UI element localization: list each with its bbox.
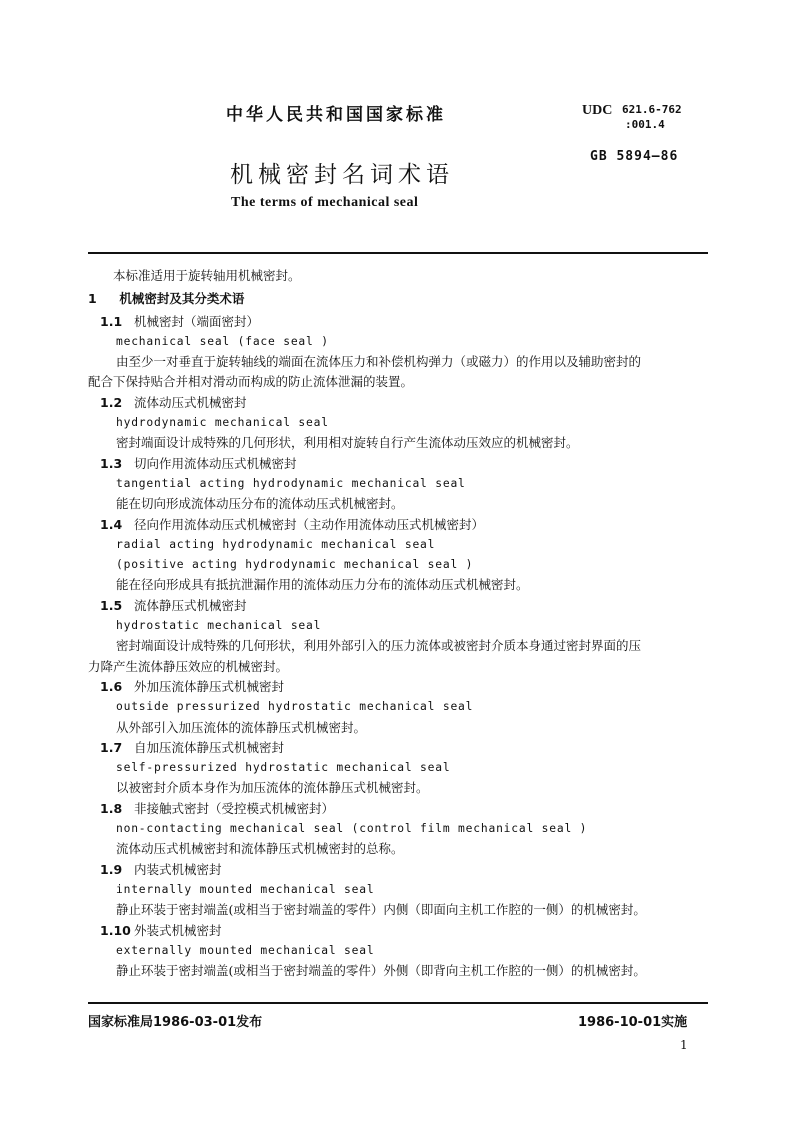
term-number: 1.1 — [100, 313, 123, 329]
term-number: 1.9 — [100, 861, 123, 877]
term-definition: 密封端面设计成特殊的几何形状，利用相对旋转自行产生流体动压效应的机械密封。 — [116, 435, 579, 451]
term-number: 1.5 — [100, 597, 123, 613]
term-name-cn: 流体动压式机械密封 — [134, 394, 247, 410]
term-number: 1.8 — [100, 800, 123, 816]
udc-label: UDC — [582, 103, 613, 118]
term-heading — [88, 596, 710, 616]
term-name-en: non-contacting mechanical seal (control film mechanical seal ) — [116, 822, 588, 836]
term-name-en: radial acting hydrodynamic mechanical seal — [116, 537, 436, 551]
effective-date: 1986-10-01实施 — [578, 1015, 688, 1030]
term-definition: 能在径向形成具有抵抗泄漏作用的流体动压力分布的流体动压式机械密封。 — [116, 577, 529, 593]
term-number: 1.10 — [100, 922, 131, 938]
issuing-country-header: 中华人民共和国国家标准 — [226, 105, 446, 125]
term-definition-continued: 力降产生流体静压效应的机械密封。 — [88, 658, 289, 674]
term-heading — [88, 454, 710, 474]
term-name-en: hydrostatic mechanical seal — [116, 619, 322, 633]
term-number: 1.7 — [100, 739, 123, 755]
term-name-cn: 切向作用流体动压式机械密封 — [134, 455, 297, 471]
document-title-en: The terms of mechanical seal — [231, 195, 419, 210]
term-name-en: (positive acting hydrodynamic mechanical seal ) — [116, 558, 474, 572]
term-heading — [88, 799, 710, 819]
udc-code-line1: 621.6-762 — [622, 103, 682, 116]
term-heading — [88, 393, 710, 413]
term-number: 1.2 — [100, 394, 123, 410]
term-name-cn: 内装式机械密封 — [134, 861, 222, 877]
term-definition: 静止环装于密封端盖(或相当于密封端盖的零件）外侧（即背向主机工作腔的一侧）的机械密封。 — [116, 963, 646, 979]
term-name-en: tangential acting hydrodynamic mechanical seal — [116, 476, 466, 490]
term-heading — [88, 860, 710, 880]
term-definition: 由至少一对垂直于旋转轴线的端面在流体压力和补偿机构弹力（或磁力）的作用以及辅助密封的 — [116, 354, 642, 370]
term-name-cn: 外装式机械密封 — [134, 922, 222, 938]
term-name-cn: 径向作用流体动压式机械密封（主动作用流体动压式机械密封） — [134, 516, 485, 532]
term-name-cn: 外加压流体静压式机械密封 — [134, 678, 285, 694]
term-heading — [88, 677, 710, 697]
term-name-cn: 流体静压式机械密封 — [134, 597, 247, 613]
term-definition: 静止环装于密封端盖(或相当于密封端盖的零件）内侧（即面向主机工作腔的一侧）的机械密封。 — [116, 902, 646, 918]
term-number: 1.6 — [100, 678, 123, 694]
term-name-cn: 非接触式密封（受控模式机械密封） — [134, 800, 335, 816]
section-number: 1 — [88, 291, 97, 307]
document-body — [88, 266, 710, 981]
term-heading — [88, 921, 710, 941]
term-definition: 能在切向形成流体动压分布的流体动压式机械密封。 — [116, 496, 404, 512]
term-heading — [88, 312, 710, 332]
term-name-en: mechanical seal (face seal ) — [116, 334, 329, 348]
section-title: 机械密封及其分类术语 — [119, 291, 245, 307]
term-name-en: internally mounted mechanical seal — [116, 882, 375, 896]
term-definition-continued: 配合下保持贴合并相对滑动而构成的防止流体泄漏的装置。 — [88, 374, 414, 390]
term-definition: 从外部引入加压流体的流体静压式机械密封。 — [116, 719, 367, 735]
terms-list — [88, 312, 710, 982]
term-name-en: hydrodynamic mechanical seal — [116, 416, 329, 430]
term-number: 1.4 — [100, 516, 123, 532]
term-name-cn: 自加压流体静压式机械密封 — [134, 739, 285, 755]
term-heading — [88, 515, 710, 535]
term-heading — [88, 738, 710, 758]
term-number: 1.3 — [100, 455, 123, 471]
issue-date: 国家标准局1986-03-01发布 — [88, 1015, 263, 1030]
term-definition: 流体动压式机械密封和流体静压式机械密封的总称。 — [116, 841, 404, 857]
page-number: 1 — [680, 1038, 688, 1052]
document-title-cn: 机械密封名词术语 — [230, 162, 454, 188]
term-name-en: outside pressurized hydrostatic mechanical seal — [116, 700, 474, 714]
term-name-en: self-pressurized hydrostatic mechanical seal — [116, 761, 451, 775]
term-definition: 密封端面设计成特殊的几何形状，利用外部引入的压力流体或被密封介质本身通过密封界面的压 — [116, 638, 642, 654]
footer-divider — [88, 1002, 708, 1004]
scope-statement: 本标准适用于旋转轴用机械密封。 — [113, 268, 301, 283]
udc-code-line2: :001.4 — [625, 118, 665, 131]
standard-number: GB 5894—86 — [590, 149, 679, 164]
section-heading — [88, 289, 710, 309]
term-definition: 以被密封介质本身作为加压流体的流体静压式机械密封。 — [116, 780, 429, 796]
term-name-en: externally mounted mechanical seal — [116, 943, 375, 957]
term-name-cn: 机械密封（端面密封） — [134, 313, 260, 329]
header-divider — [88, 252, 708, 254]
